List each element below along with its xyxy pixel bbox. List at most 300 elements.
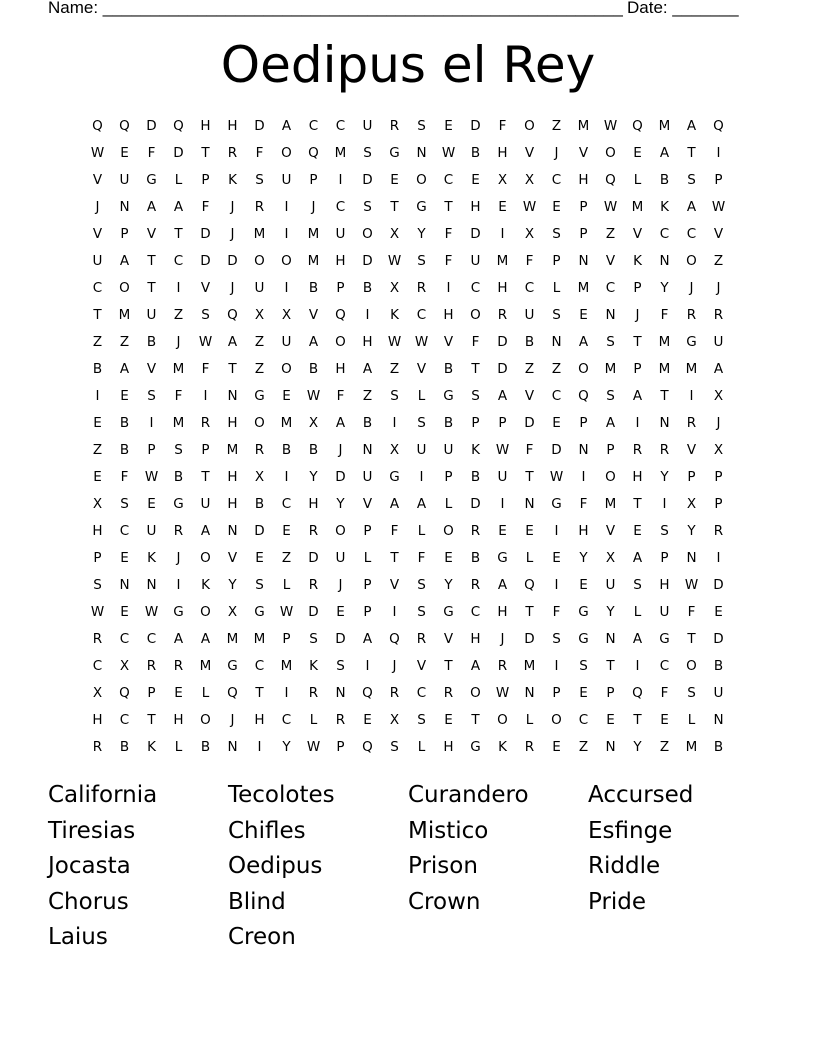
grid-letter: S — [471, 387, 480, 404]
grid-letter: O — [416, 171, 427, 188]
grid-letter: C — [416, 684, 427, 701]
grid-letter: E — [282, 522, 291, 539]
grid-letter: V — [605, 252, 616, 269]
grid-letter: R — [524, 738, 535, 755]
grid-letter: V — [578, 144, 589, 161]
grid-letter: P — [93, 549, 102, 566]
grid-letter: L — [633, 171, 642, 188]
grid-letter: N — [578, 441, 589, 458]
grid-letter: V — [443, 630, 454, 647]
grid-letter: Q — [308, 144, 319, 161]
grid-letter: V — [146, 360, 157, 377]
grid-letter: D — [470, 495, 481, 512]
grid-letter: P — [687, 468, 696, 485]
grid-letter: Z — [281, 549, 292, 566]
grid-letter: L — [417, 738, 426, 755]
grid-letter: B — [362, 414, 373, 431]
grid-letter: W — [549, 468, 564, 485]
grid-letter: N — [335, 684, 346, 701]
grid-letter: V — [524, 387, 535, 404]
grid-letter: B — [281, 441, 292, 458]
grid-letter: M — [604, 360, 617, 377]
grid-letter: L — [417, 522, 426, 539]
grid-letter: X — [389, 279, 400, 296]
grid-letter: R — [470, 522, 481, 539]
grid-letter: M — [685, 360, 698, 377]
word-bank-item: Pride — [588, 888, 647, 915]
word-bank-item: Mistico — [408, 817, 489, 844]
grid-letter: I — [284, 684, 289, 701]
grid-letter: S — [255, 576, 264, 593]
grid-letter: J — [176, 549, 181, 566]
grid-letter: W — [306, 387, 321, 404]
grid-letter: B — [443, 360, 454, 377]
grid-letter: M — [118, 306, 131, 323]
grid-letter: G — [470, 738, 481, 755]
grid-letter: Q — [119, 684, 130, 701]
grid-letter: U — [416, 441, 427, 458]
grid-letter: G — [173, 603, 184, 620]
grid-letter: O — [524, 117, 535, 134]
grid-letter: J — [230, 225, 235, 242]
grid-letter: E — [552, 414, 561, 431]
grid-letter: S — [552, 306, 561, 323]
grid-letter: E — [390, 171, 399, 188]
grid-letter: I — [365, 657, 370, 674]
grid-letter: R — [443, 684, 454, 701]
grid-letter: P — [633, 279, 642, 296]
grid-letter: H — [470, 198, 481, 215]
grid-letter: B — [308, 360, 319, 377]
grid-letter: C — [416, 306, 427, 323]
grid-letter: A — [227, 333, 238, 350]
grid-letter: E — [120, 549, 129, 566]
grid-letter: D — [227, 252, 238, 269]
grid-letter: T — [633, 333, 642, 350]
grid-letter: Q — [119, 117, 130, 134]
grid-letter: U — [119, 171, 130, 188]
grid-letter: B — [173, 468, 184, 485]
grid-letter: Y — [309, 468, 318, 485]
grid-letter: W — [144, 468, 159, 485]
grid-letter: X — [389, 711, 400, 728]
grid-letter: G — [686, 333, 697, 350]
grid-letter: R — [254, 441, 265, 458]
grid-letter: A — [416, 495, 427, 512]
grid-letter: I — [284, 279, 289, 296]
word-bank-item: Jocasta — [48, 853, 131, 879]
grid-letter: T — [444, 198, 453, 215]
grid-letter: I — [284, 198, 289, 215]
grid-letter: E — [444, 549, 453, 566]
grid-letter: Z — [524, 360, 535, 377]
grid-letter: Z — [551, 117, 562, 134]
word-bank — [48, 778, 768, 956]
grid-letter: Y — [336, 495, 345, 512]
grid-letter: J — [311, 198, 316, 215]
grid-letter: I — [419, 468, 424, 485]
grid-letter: E — [93, 468, 102, 485]
grid-letter: A — [119, 360, 130, 377]
grid-letter: H — [227, 495, 238, 512]
grid-letter: R — [92, 630, 103, 647]
grid-letter: P — [579, 414, 588, 431]
grid-letter: X — [713, 441, 724, 458]
grid-letter: Z — [173, 306, 184, 323]
grid-letter: W — [90, 603, 105, 620]
grid-letter: H — [659, 576, 670, 593]
grid-letter: P — [363, 603, 372, 620]
grid-letter: T — [255, 684, 264, 701]
grid-letter: N — [686, 549, 697, 566]
grid-letter: I — [392, 603, 397, 620]
grid-letter: C — [146, 630, 157, 647]
grid-letter: N — [524, 684, 535, 701]
grid-letter: T — [525, 603, 534, 620]
grid-letter: N — [227, 738, 238, 755]
grid-letter: A — [686, 198, 697, 215]
grid-letter: B — [362, 279, 373, 296]
grid-letter: S — [363, 198, 372, 215]
grid-letter: V — [443, 333, 454, 350]
grid-letter: P — [201, 441, 210, 458]
grid-letter: X — [308, 414, 319, 431]
grid-letter: U — [335, 549, 346, 566]
grid-letter: R — [335, 711, 346, 728]
grid-letter: N — [227, 387, 238, 404]
grid-letter: H — [632, 468, 643, 485]
grid-letter: C — [605, 279, 616, 296]
grid-letter: L — [633, 603, 642, 620]
grid-letter: A — [578, 333, 589, 350]
grid-letter: O — [281, 144, 292, 161]
grid-letter: B — [254, 495, 265, 512]
grid-letter: Z — [254, 360, 265, 377]
grid-letter: N — [227, 522, 238, 539]
grid-letter: M — [577, 279, 590, 296]
grid-letter: K — [660, 198, 669, 215]
grid-letter: M — [226, 441, 239, 458]
grid-letter: D — [200, 252, 211, 269]
grid-letter: O — [443, 522, 454, 539]
grid-letter: Q — [389, 630, 400, 647]
grid-letter: S — [687, 171, 696, 188]
grid-letter: P — [336, 738, 345, 755]
grid-letter: T — [633, 711, 642, 728]
grid-letter: P — [120, 225, 129, 242]
grid-letter: C — [281, 495, 292, 512]
grid-letter: Z — [551, 360, 562, 377]
grid-letter: I — [635, 414, 640, 431]
grid-letter: E — [471, 171, 480, 188]
grid-letter: T — [390, 198, 399, 215]
grid-letter: Y — [687, 522, 696, 539]
grid-letter: J — [230, 198, 235, 215]
grid-letter: E — [660, 711, 669, 728]
grid-letter: H — [92, 711, 103, 728]
grid-letter: T — [471, 711, 480, 728]
grid-letter: U — [443, 441, 454, 458]
grid-letter: U — [713, 333, 724, 350]
grid-letter: H — [362, 333, 373, 350]
grid-letter: A — [659, 144, 670, 161]
grid-letter: U — [146, 306, 157, 323]
grid-letter: T — [660, 387, 669, 404]
grid-letter: R — [308, 522, 319, 539]
grid-letter: S — [201, 306, 210, 323]
grid-letter: F — [498, 117, 507, 134]
grid-letter: V — [389, 576, 400, 593]
grid-letter: K — [228, 171, 237, 188]
grid-letter: N — [713, 711, 724, 728]
grid-letter: O — [335, 333, 346, 350]
grid-letter: J — [230, 279, 235, 296]
grid-letter: A — [146, 198, 157, 215]
grid-letter: T — [93, 306, 102, 323]
grid-letter: G — [146, 171, 157, 188]
grid-letter: H — [254, 711, 265, 728]
grid-letter: I — [554, 657, 559, 674]
grid-letter: A — [200, 630, 211, 647]
grid-letter: T — [201, 144, 210, 161]
grid-letter: I — [365, 306, 370, 323]
grid-letter: W — [711, 198, 726, 215]
grid-letter: B — [200, 738, 211, 755]
grid-letter: O — [578, 360, 589, 377]
grid-letter: U — [362, 468, 373, 485]
grid-letter: Z — [659, 738, 670, 755]
grid-letter: N — [659, 252, 670, 269]
grid-letter: C — [470, 279, 481, 296]
grid-letter: O — [335, 522, 346, 539]
grid-letter: U — [470, 252, 481, 269]
grid-letter: F — [444, 225, 453, 242]
grid-letter: P — [498, 414, 507, 431]
grid-letter: B — [308, 441, 319, 458]
grid-letter: S — [417, 117, 426, 134]
grid-letter: O — [551, 711, 562, 728]
grid-letter: Q — [362, 738, 373, 755]
grid-letter: Z — [362, 387, 373, 404]
grid-letter: F — [444, 252, 453, 269]
grid-letter: R — [497, 306, 508, 323]
grid-letter: A — [173, 198, 184, 215]
grid-letter: S — [417, 576, 426, 593]
grid-letter: I — [95, 387, 100, 404]
grid-letter: U — [200, 495, 211, 512]
grid-letter: X — [686, 495, 697, 512]
grid-letter: K — [471, 441, 480, 458]
grid-letter: D — [497, 333, 508, 350]
grid-letter: J — [554, 144, 559, 161]
grid-letter: F — [120, 468, 129, 485]
grid-letter: I — [500, 495, 505, 512]
grid-letter: F — [525, 252, 534, 269]
grid-letter: O — [362, 225, 373, 242]
grid-letter: S — [552, 630, 561, 647]
grid-letter: G — [389, 144, 400, 161]
grid-letter: G — [497, 549, 508, 566]
grid-letter: I — [689, 387, 694, 404]
grid-letter: S — [390, 387, 399, 404]
grid-letter: G — [416, 198, 427, 215]
grid-letter: U — [659, 603, 670, 620]
grid-letter: C — [92, 279, 103, 296]
grid-letter: O — [254, 252, 265, 269]
grid-letter: E — [174, 684, 183, 701]
grid-letter: F — [174, 387, 183, 404]
grid-letter: D — [470, 225, 481, 242]
grid-letter: M — [253, 225, 266, 242]
grid-letter: C — [686, 225, 697, 242]
grid-letter: C — [659, 225, 670, 242]
grid-letter: Q — [632, 684, 643, 701]
grid-letter: Z — [605, 225, 616, 242]
grid-letter: R — [497, 657, 508, 674]
grid-letter: E — [552, 549, 561, 566]
grid-letter: M — [172, 414, 185, 431]
word-bank-item: Blind — [228, 888, 286, 915]
grid-letter: I — [338, 171, 343, 188]
grid-letter: L — [363, 549, 372, 566]
grid-letter: T — [444, 657, 453, 674]
grid-letter: M — [307, 225, 320, 242]
grid-letter: J — [338, 576, 343, 593]
grid-letter: C — [659, 657, 670, 674]
grid-letter: E — [336, 603, 345, 620]
grid-letter: A — [200, 522, 211, 539]
grid-letter: G — [227, 657, 238, 674]
grid-letter: R — [416, 630, 427, 647]
grid-letter: W — [306, 738, 321, 755]
grid-letter: E — [93, 414, 102, 431]
grid-letter: H — [497, 279, 508, 296]
grid-letter: S — [390, 738, 399, 755]
grid-letter: S — [255, 171, 264, 188]
grid-letter: O — [254, 414, 265, 431]
grid-letter: N — [524, 495, 535, 512]
grid-letter: B — [119, 414, 130, 431]
grid-letter: B — [308, 279, 319, 296]
grid-letter: Q — [227, 684, 238, 701]
grid-letter: M — [253, 630, 266, 647]
grid-letter: V — [686, 441, 697, 458]
grid-letter: K — [633, 252, 642, 269]
grid-letter: J — [500, 630, 505, 647]
grid-letter: L — [687, 711, 696, 728]
grid-letter: T — [147, 279, 156, 296]
page-title: Oedipus el Rey — [220, 36, 596, 94]
grid-letter: T — [390, 549, 399, 566]
grid-letter: C — [173, 252, 184, 269]
grid-letter: E — [552, 198, 561, 215]
grid-letter: V — [713, 225, 724, 242]
grid-letter: M — [280, 657, 293, 674]
grid-letter: W — [603, 117, 618, 134]
grid-letter: I — [581, 468, 586, 485]
grid-letter: F — [417, 549, 426, 566]
grid-letter: K — [309, 657, 318, 674]
grid-letter: D — [470, 117, 481, 134]
grid-letter: W — [387, 333, 402, 350]
grid-letter: H — [578, 171, 589, 188]
grid-letter: F — [552, 603, 561, 620]
grid-letter: R — [632, 441, 643, 458]
grid-letter: H — [173, 711, 184, 728]
grid-letter: T — [525, 468, 534, 485]
grid-letter: W — [495, 441, 510, 458]
grid-letter: F — [660, 306, 669, 323]
grid-letter: I — [176, 576, 181, 593]
grid-letter: N — [119, 576, 130, 593]
word-bank-item: Riddle — [588, 853, 661, 879]
grid-letter: O — [200, 603, 211, 620]
grid-letter: F — [579, 495, 588, 512]
grid-letter: O — [470, 306, 481, 323]
grid-letter: S — [93, 576, 102, 593]
grid-letter: C — [119, 522, 130, 539]
grid-letter: D — [524, 630, 535, 647]
grid-letter: M — [631, 198, 644, 215]
grid-letter: G — [389, 468, 400, 485]
grid-letter: S — [687, 684, 696, 701]
grid-letter: B — [713, 738, 724, 755]
grid-letter: O — [686, 657, 697, 674]
grid-letter: R — [308, 576, 319, 593]
grid-letter: I — [716, 549, 721, 566]
grid-letter: M — [604, 495, 617, 512]
grid-letter: M — [172, 360, 185, 377]
grid-letter: N — [362, 441, 373, 458]
grid-letter: K — [147, 738, 156, 755]
grid-letter: F — [147, 144, 156, 161]
grid-letter: C — [92, 657, 103, 674]
grid-letter: P — [552, 252, 561, 269]
grid-letter: H — [200, 117, 211, 134]
grid-letter: T — [606, 657, 615, 674]
grid-letter: D — [362, 252, 373, 269]
grid-letter: R — [200, 414, 211, 431]
grid-letter: U — [497, 468, 508, 485]
grid-letter: Y — [417, 225, 426, 242]
grid-letter: V — [362, 495, 373, 512]
grid-letter: N — [119, 198, 130, 215]
grid-letter: V — [92, 171, 103, 188]
grid-letter: W — [522, 198, 537, 215]
grid-letter: E — [498, 198, 507, 215]
grid-letter: S — [336, 657, 345, 674]
grid-letter: W — [144, 603, 159, 620]
grid-letter: C — [578, 711, 589, 728]
grid-letter: K — [147, 549, 156, 566]
grid-letter: A — [497, 576, 508, 593]
grid-letter: O — [200, 711, 211, 728]
grid-letter: F — [660, 684, 669, 701]
date-field: Date: _______ — [627, 0, 739, 17]
grid-letter: K — [390, 306, 399, 323]
name-field: Name: _______________________________________________________ — [48, 0, 623, 17]
grid-letter: Q — [632, 117, 643, 134]
grid-letter: D — [200, 225, 211, 242]
grid-letter: V — [416, 360, 427, 377]
grid-letter: J — [392, 657, 397, 674]
grid-letter: B — [659, 171, 670, 188]
grid-letter: D — [308, 603, 319, 620]
grid-letter: Q — [173, 117, 184, 134]
grid-letter: I — [284, 468, 289, 485]
grid-letter: B — [443, 414, 454, 431]
grid-letter: K — [201, 576, 210, 593]
